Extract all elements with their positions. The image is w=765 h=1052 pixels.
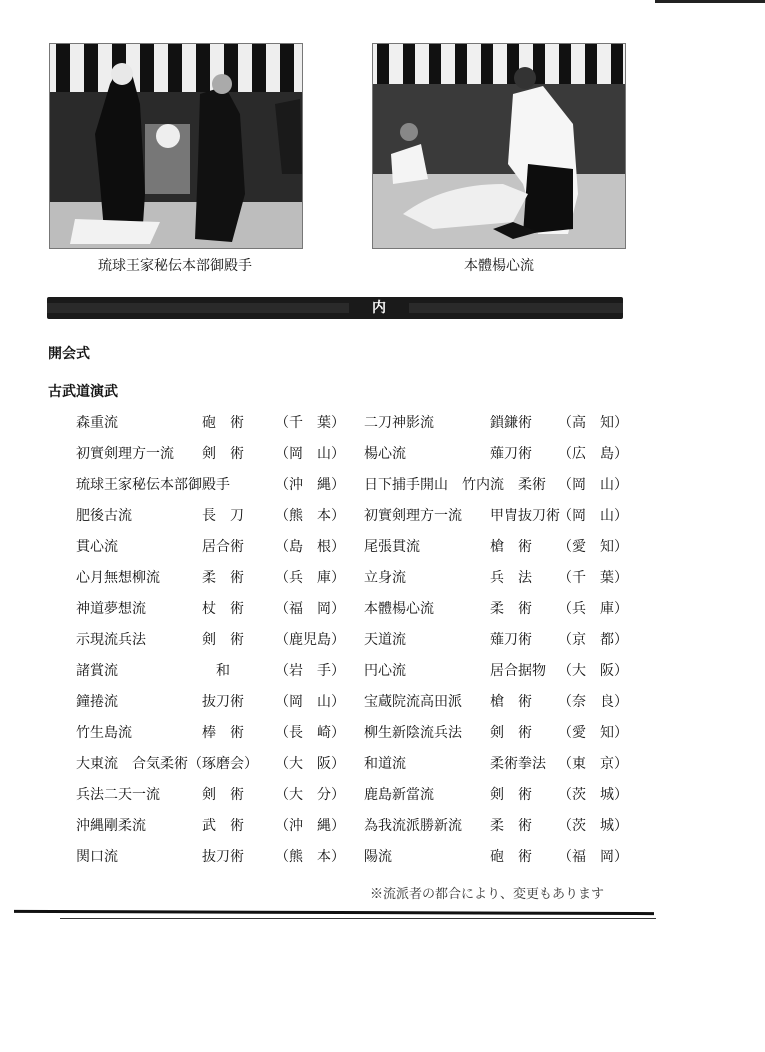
school-name: 立身流 [364,570,406,586]
prefecture: （福 岡） [558,849,628,865]
program-row [0,754,765,785]
program-row [0,537,765,568]
prefecture: （岡 山） [558,508,628,524]
footer-rule-thin [60,918,656,919]
prefecture: （茨 城） [558,818,628,834]
scan-edge-mark [655,0,765,3]
martial-art: 抜刀術 [202,849,244,865]
prefecture: （東 京） [558,756,628,772]
school-name: 示現流兵法 [76,632,146,648]
program-row [0,816,765,847]
banner-bar [47,303,623,313]
contents-banner-title: 内容 [349,297,409,319]
prefecture: （茨 城） [558,787,628,803]
school-name: 心月無想柳流 [76,570,160,586]
school-name: 日下捕手開山 竹内流 柔術 [364,477,546,493]
prefecture: （熊 本） [275,508,345,524]
prefecture: （広 島） [558,446,628,462]
school-name: 鹿島新當流 [364,787,434,803]
school-name: 初實剣理方一流 [364,508,462,524]
section-opening-ceremony: 開会式 [48,346,90,362]
school-name: 竹生島流 [76,725,132,741]
program-row [0,599,765,630]
prefecture: （大 阪） [275,756,345,772]
photo-hontai-yoshin-ryu-demonstration [372,43,626,249]
martial-art: 兵 法 [490,570,532,586]
prefecture: （岡 山） [275,446,345,462]
school-name: 柳生新陰流兵法 [364,725,462,741]
martial-art: 剣 術 [202,787,244,803]
prefecture: （兵 庫） [275,570,345,586]
school-name: 為我流派勝新流 [364,818,462,834]
program-row [0,723,765,754]
school-name: 沖縄剛柔流 [76,818,146,834]
prefecture: （京 都） [558,632,628,648]
program-row [0,413,765,444]
prefecture: （長 崎） [275,725,345,741]
martial-art: 居合据物 [490,663,546,679]
photo-ryukyu-demonstration [49,43,303,249]
martial-art: 剣 術 [202,446,244,462]
school-name: 肥後古流 [76,508,132,524]
program-row [0,661,765,692]
martial-art: 槍 術 [490,694,532,710]
section-kobudo-demonstration: 古武道演武 [48,384,118,400]
program-row [0,444,765,475]
prefecture: （高 知） [558,415,628,431]
program-row [0,785,765,816]
martial-art: 槍 術 [490,539,532,555]
school-name: 楊心流 [364,446,406,462]
school-name: 陽流 [364,849,392,865]
school-name: 尾張貫流 [364,539,420,555]
school-name: 初實剣理方一流 [76,446,174,462]
prefecture: （岡 山） [558,477,628,493]
school-name: 本體楊心流 [364,601,434,617]
program-row [0,506,765,537]
prefecture: （大 阪） [558,663,628,679]
prefecture: （沖 縄） [275,818,345,834]
martial-art: 居合術 [202,539,244,555]
prefecture: （沖 縄） [275,477,345,493]
martial-art: 剣 術 [490,725,532,741]
program-row [0,692,765,723]
martial-art: 柔術拳法 [490,756,546,772]
prefecture: （島 根） [275,539,345,555]
martial-art: 砲 術 [202,415,244,431]
martial-art: 剣 術 [202,632,244,648]
program-row [0,847,765,878]
prefecture: （兵 庫） [558,601,628,617]
school-name: 兵法二天一流 [76,787,160,803]
martial-art: 砲 術 [490,849,532,865]
martial-art: 抜刀術 [202,694,244,710]
prefecture: （愛 知） [558,539,628,555]
prefecture: （愛 知） [558,725,628,741]
prefecture: （岩 手） [275,663,345,679]
program-row [0,630,765,661]
martial-art: 薙刀術 [490,446,532,462]
prefecture: （鹿児島） [275,632,345,648]
prefecture: （岡 山） [275,694,345,710]
school-name: 琉球王家秘伝本部御殿手 [76,477,230,493]
martial-art: 柔 術 [490,818,532,834]
program-list [0,413,765,878]
martial-art: 武 術 [202,818,244,834]
martial-art: 柔 術 [490,601,532,617]
prefecture: （大 分） [275,787,345,803]
photo-caption-right: 本體楊心流 [464,258,534,274]
contents-banner [47,297,623,338]
martial-art: 鎖鎌術 [490,415,532,431]
school-name: 森重流 [76,415,118,431]
martial-art: 棒 術 [202,725,244,741]
prefecture: （福 岡） [275,601,345,617]
martial-art: 甲冑抜刀術 [490,508,560,524]
martial-art: 柔 術 [202,570,244,586]
footer-note: ※流派者の都合により、変更もあります [370,887,605,902]
school-name: 天道流 [364,632,406,648]
prefecture: （奈 良） [558,694,628,710]
program-row [0,475,765,506]
martial-art: 剣 術 [490,787,532,803]
school-name: 二刀神影流 [364,415,434,431]
martial-art: 薙刀術 [490,632,532,648]
school-name: 神道夢想流 [76,601,146,617]
prefecture: （千 葉） [275,415,345,431]
footer-rule [14,910,654,915]
school-name: 関口流 [76,849,118,865]
school-name: 鐘捲流 [76,694,118,710]
program-row [0,568,765,599]
martial-art: 杖 術 [202,601,244,617]
martial-art: 和 [202,663,230,679]
martial-art: 長 刀 [202,508,244,524]
school-name: 和道流 [364,756,406,772]
school-name: 貫心流 [76,539,118,555]
school-name: 諸賞流 [76,663,118,679]
school-name: 宝蔵院流高田派 [364,694,462,710]
prefecture: （熊 本） [275,849,345,865]
prefecture: （千 葉） [558,570,628,586]
photo-caption-left: 琉球王家秘伝本部御殿手 [98,258,252,274]
school-name: 円心流 [364,663,406,679]
school-name: 大東流 合気柔術（琢磨会） [76,756,258,772]
